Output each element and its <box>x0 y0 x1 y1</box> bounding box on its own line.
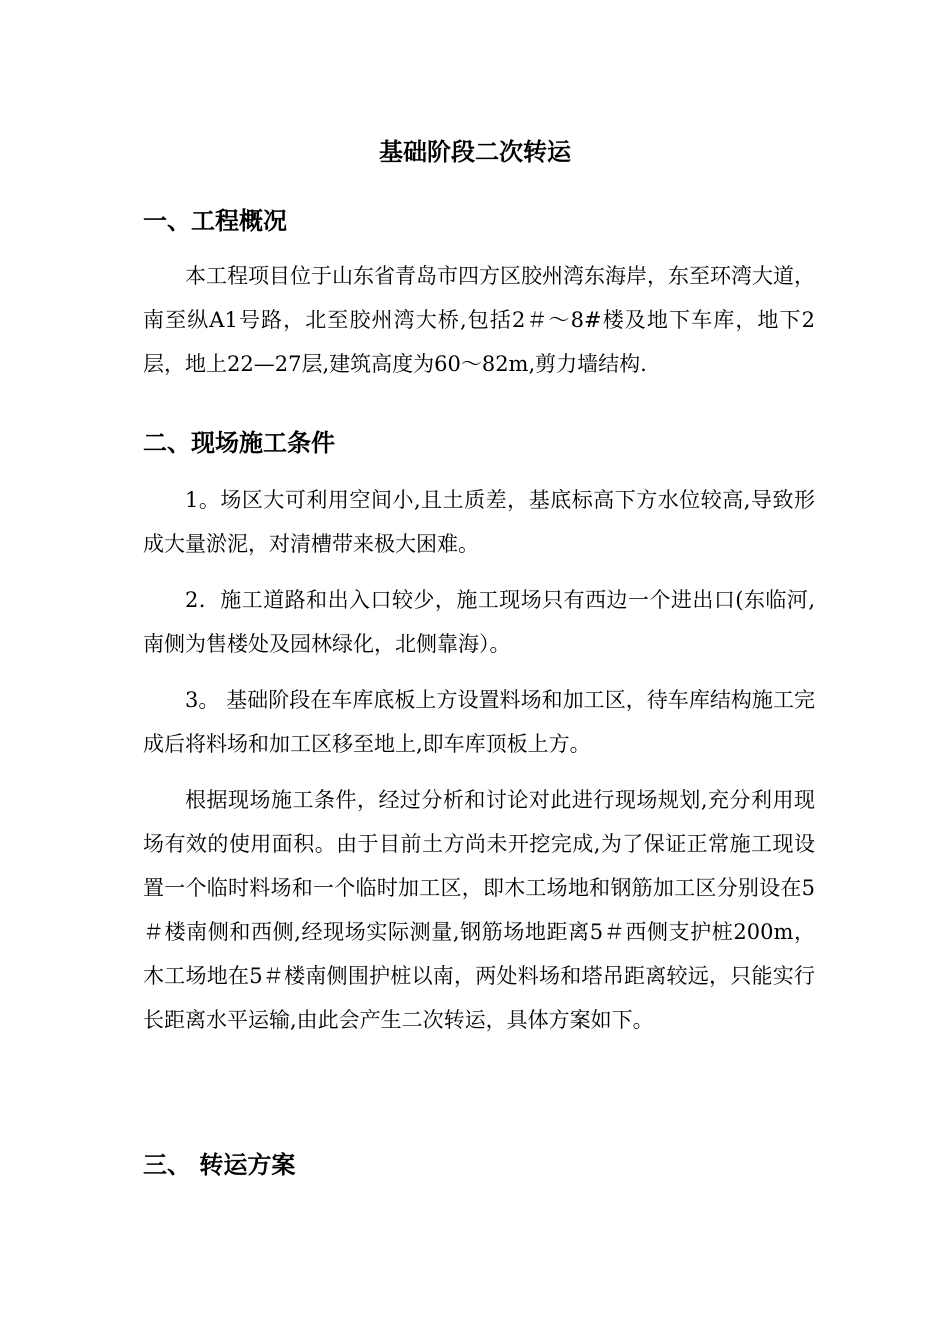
section-heading-project-overview: 一、工程概况 <box>143 206 287 235</box>
section-heading-transfer-plan: 三、 转运方案 <box>143 1150 296 1179</box>
paragraph-site-condition-2: 2．施工道路和出入口较少，施工现场只有西边一个进出口(东临河,南侧为售楼处及园林绿化，北侧靠海）。 <box>143 588 815 656</box>
document-title: 基础阶段二次转运 <box>379 137 571 166</box>
paragraph-site-condition-3: 3。 基础阶段在车库底板上方设置料场和加工区，待车库结构施工完成后将料场和加工区移至地上,即车库顶板上方。 <box>143 688 815 756</box>
paragraph-site-analysis: 根据现场施工条件，经过分析和讨论对此进行现场规划,充分利用现场有效的使用面积。由于目前土方尚未开挖完成,为了保证正常施工现设置一个临时料场和一个临时加工区，即木工场地和钢筋加工区分别设在5＃楼南侧和西侧,经现场实际测量,钢筋场地距离5＃西侧支护桩200m，木工场地在5＃楼南侧围护桩以南，两处料场和塔吊距离较远，只能实行长距离水平运输,由此会产生二次转运，具体方案如下。 <box>143 788 815 1032</box>
section-heading-site-conditions: 二、现场施工条件 <box>143 428 335 457</box>
paragraph-project-overview: 本工程项目位于山东省青岛市四方区胶州湾东海岸，东至环湾大道，南至纵A1号路，北至胶州湾大桥,包括2＃～8#楼及地下车库，地下2层，地上22—27层,建筑高度为60～82m,剪力墙结构. <box>143 264 815 376</box>
paragraph-site-condition-1: 1。场区大可利用空间小,且土质差，基底标高下方水位较高,导致形成大量淤泥，对清槽带来极大困难。 <box>143 488 815 556</box>
